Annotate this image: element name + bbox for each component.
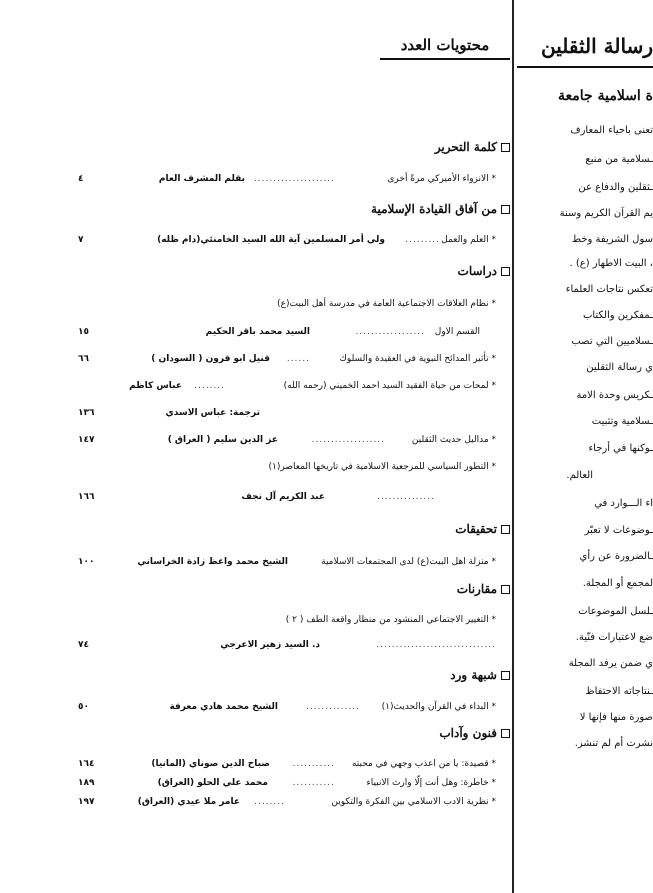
section-heading: تحقيقات	[455, 522, 510, 536]
body-line: ي رسالة الثقلين	[586, 362, 653, 373]
section-heading: شبهة ورد	[450, 668, 510, 682]
entry-author: صباح الدين صوناي (المانيا)	[151, 759, 270, 769]
body-line: ـسلامية من منبع	[585, 154, 653, 165]
entry-title: * البداء في القرآن والحديث(١)	[381, 702, 496, 712]
body-line: ـمفكرين والكتاب	[582, 310, 653, 321]
square-bullet-icon	[501, 205, 510, 214]
entry-author: د. السيد زهير الاعرجي	[220, 640, 320, 650]
toc-entry: * لمحات من حياة الفقيد السيد احمد الخميني (رحمه الله) ........ عباس كاظم	[129, 381, 496, 391]
entry-title: * العلم والعمل	[441, 235, 496, 245]
body-line: تعكس نتاجات العلماء	[565, 284, 653, 295]
adjacent-page	[517, 0, 653, 893]
entry-page: ٧	[78, 235, 84, 245]
entry-page: ١٣٦	[78, 408, 95, 418]
entry-title: * خاطرة: وهل أنت إلّا وارث الانبياء	[366, 778, 496, 788]
body-line: لمجمع أو المجلة.	[582, 578, 653, 589]
toc-entry: * مداليل حديث الثقلين ................... عز الدين سليم ( العراق ) ١٤٧	[78, 435, 496, 445]
toc-entry	[70, 460, 510, 474]
entry-page: ١٩٧	[78, 797, 95, 807]
entry-author: الشيخ محمد واعظ زادة الخراساني	[137, 557, 288, 567]
section-heading: من آفاق القيادة الإسلامية	[371, 202, 510, 216]
entry-author: السيد محمد باقر الحكيم	[205, 327, 310, 337]
toc-entry	[70, 297, 510, 311]
entry-author: عبد الكريم آل نجف	[241, 492, 325, 502]
section-heading: دراسات	[458, 264, 510, 278]
square-bullet-icon	[501, 671, 510, 680]
entry-title: * الانزواء الأميركي مرةً أخرى	[387, 174, 496, 184]
body-line: ـسلامية وتثبيت	[591, 416, 653, 427]
toc-entry	[70, 555, 510, 569]
square-bullet-icon	[501, 585, 510, 594]
entry-title: * نظرية الادب الاسلامي بين الفكرة والتكوين	[331, 797, 496, 807]
entry-author: قنيل ابو قرون ( السودان )	[151, 354, 270, 364]
square-bullet-icon	[501, 267, 510, 276]
entry-page: ١٠٠	[78, 557, 95, 567]
entry-page: ٦٦	[78, 354, 89, 364]
body-line: العالم.	[566, 470, 593, 481]
body-line: نشرت أم لم تنشر.	[574, 738, 653, 749]
square-bullet-icon	[501, 525, 510, 534]
toc-entry: ............... عبد الكريم آل نجف ١٦٦	[78, 492, 435, 502]
entry-page: ١٤٧	[78, 435, 95, 445]
title-rule	[517, 66, 653, 68]
body-line: ـثقلين والدفاع عن	[578, 182, 653, 193]
entry-title: ترجمة: عباس الاسدي	[165, 408, 260, 418]
body-line: ضع لاعتبارات فنّية.	[575, 632, 653, 643]
body-line: تعنى باحياء المعارف	[570, 125, 653, 136]
entry-title: * التطور السياسي للمرجعية الاسلامية في تاريخها المعاصر(١)	[268, 462, 496, 472]
body-line: ـكريس وحدة الامة	[576, 390, 653, 401]
entry-title: * نظام العلاقات الاجتماعية العامة في مدرسة أهل البيت(ع)	[277, 299, 496, 309]
toc-entry: * العلم والعمل ......... ولي أمر المسلمين آية الله السيد الخامنئي(دام ظله) ٧	[78, 235, 496, 245]
entry-author: بقلم المشرف العام	[158, 174, 245, 184]
entry-title: القسم الاول	[434, 327, 480, 337]
entry-author: الشيخ محمد هادي معرفة	[169, 702, 278, 712]
entry-title: * قصيدة: يا من اعذب وجهي في محبته	[351, 759, 496, 769]
entry-author: محمد علي الحلو (العراق)	[157, 778, 268, 788]
entry-author: ولي أمر المسلمين آية الله السيد الخامنئي(دام ظله)	[157, 235, 385, 245]
square-bullet-icon	[501, 143, 510, 152]
body-line: يم القرآن الكريم وسنة	[559, 208, 653, 219]
toc-entry: * الانزواء الأميركي مرةً أخرى ..................... بقلم المشرف العام ٤	[78, 174, 496, 184]
entry-title: * منزلة اهل البيت(ع) لدى المجتمعات الاسلامية	[321, 557, 496, 567]
magazine-subtitle: ة اسلامية جامعة	[558, 88, 653, 104]
body-line: اء الـــوارد في	[594, 498, 653, 509]
body-line: ـلسل الموضوعات	[578, 606, 653, 617]
toc-entry: القسم الاول .................. السيد محمد باقر الحكيم ١٥	[78, 327, 480, 337]
table-of-contents	[70, 0, 510, 893]
body-line: سول الشريفة وخط	[571, 234, 653, 245]
column-divider	[512, 0, 514, 893]
toc-entry: * خاطرة: وهل أنت إلّا وارث الانبياء ........... محمد علي الحلو (العراق) ١٨٩	[78, 778, 496, 788]
body-line: ـالضرورة عن رأي	[579, 551, 653, 562]
body-line: ـوكنها في أرجاء	[588, 443, 653, 454]
entry-author: عامر ملا عيدي (العراق)	[137, 797, 240, 807]
body-line: ي ضمن يرفد المجلة	[568, 658, 653, 669]
toc-entry	[70, 406, 510, 420]
entry-title: * لمحات من حياة الفقيد السيد احمد الخميني (رحمه الله)	[283, 381, 496, 391]
entry-title: * مداليل حديث الثقلين	[411, 435, 496, 445]
entry-author: عز الدين سليم ( العراق )	[167, 435, 278, 445]
body-line: ـسلاميين التي تصب	[571, 336, 653, 347]
body-line: ـوضوعات لا تعبّر	[584, 525, 653, 536]
entry-page: ٧٤	[78, 640, 89, 650]
section-heading: فنون وآداب	[439, 726, 510, 740]
toc-entry: * نظرية الادب الاسلامي بين الفكرة والتكوين ........ عامر ملا عيدي (العراق) ١٩٧	[78, 797, 496, 807]
toc-entry: ............................... د. السيد زهير الاعرجي ٧٤	[78, 640, 496, 650]
entry-author: عباس كاظم	[129, 381, 182, 391]
entry-page: ١٦٤	[78, 759, 95, 769]
toc-title: محتويات العدد	[380, 36, 510, 60]
entry-page: ١٥	[78, 327, 89, 337]
magazine-title: رسالة الثقلين	[541, 34, 653, 58]
square-bullet-icon	[501, 729, 510, 738]
toc-entry	[70, 613, 510, 627]
section-heading: مقارنات	[457, 582, 510, 596]
entry-page: ١٦٦	[78, 492, 95, 502]
entry-page: ٥٠	[78, 702, 89, 712]
toc-entry: * قصيدة: يا من اعذب وجهي في محبته ........... صباح الدين صوناي (المانيا) ١٦٤	[78, 759, 496, 769]
body-line: ، البيت الاطهار (ع) .	[569, 258, 653, 269]
toc-entry: * تأثير المدائح النبوية في العقيدة والسلوك ...... قنيل ابو قرون ( السودان ) ٦٦	[78, 354, 496, 364]
entry-title: * التغيير الاجتماعي المنشود من منظار واقعة الطف ( ٢ )	[285, 615, 496, 625]
toc-entry: * البداء في القرآن والحديث(١) .............. الشيخ محمد هادي معرفة ٥٠	[78, 702, 496, 712]
body-line: ـنتاجاته الاحتفاظ	[585, 686, 653, 697]
entry-page: ٤	[78, 174, 84, 184]
entry-title: * تأثير المدائح النبوية في العقيدة والسلوك	[339, 354, 496, 364]
entry-page: ١٨٩	[78, 778, 95, 788]
body-line: صورة منها فإنها لا	[579, 712, 653, 723]
section-heading: كلمة التحرير	[435, 140, 510, 154]
